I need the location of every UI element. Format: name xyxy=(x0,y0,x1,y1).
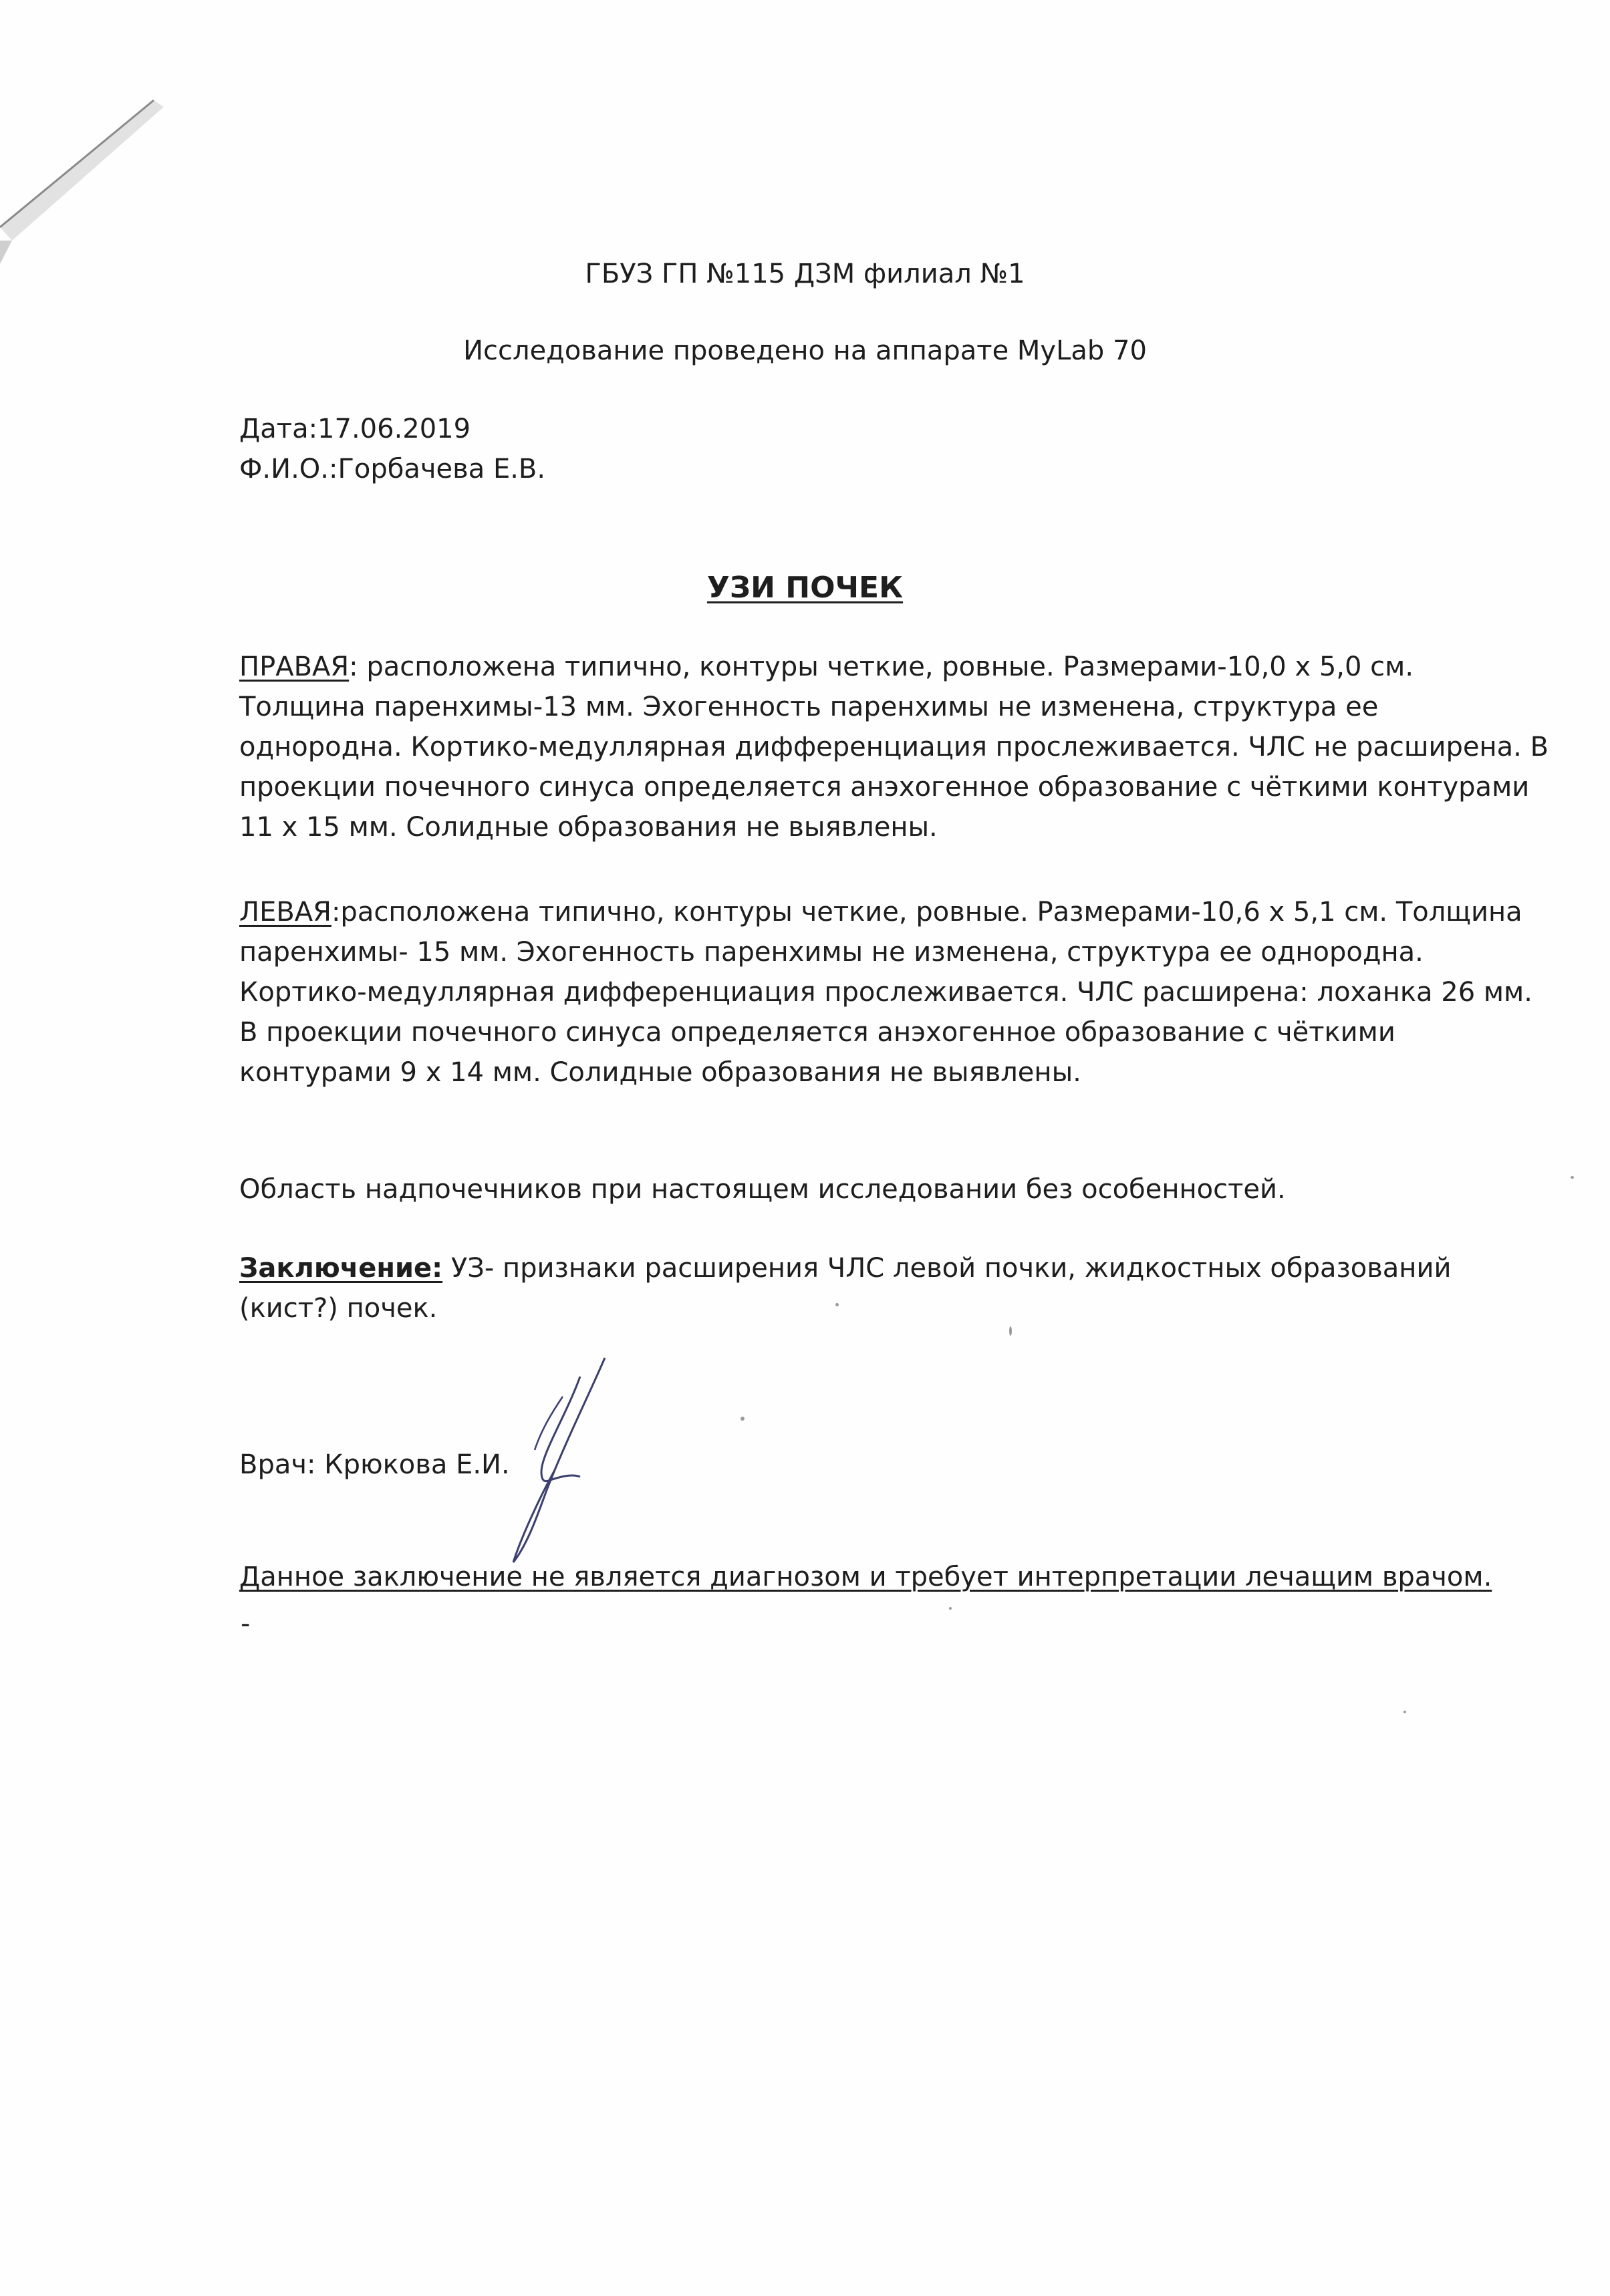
clinic-name: ГБУЗ ГП №115 ДЗМ филиал №1 xyxy=(585,259,1025,289)
left-kidney-label: ЛЕВАЯ xyxy=(239,897,331,927)
doctor-signature xyxy=(501,1350,622,1570)
left-kidney-line: паренхимы- 15 мм. Эхогенность паренхимы не изменена, структура ее однородна. xyxy=(239,937,1424,968)
conclusion-text: (кист?) почек. xyxy=(239,1293,438,1324)
left-kidney-section xyxy=(239,892,1532,1093)
scan-speck xyxy=(949,1607,952,1610)
right-kidney-line: однородна. Кортико-медуллярная дифференциация прослеживается. ЧЛС не расширена. В xyxy=(239,732,1549,762)
exam-date: Дата:17.06.2019 xyxy=(239,414,471,444)
left-kidney-line: :расположена типично, контуры четкие, ровные. Размерами-10,6 х 5,1 см. Толщина xyxy=(331,897,1522,927)
adrenal-note: Область надпочечников при настоящем исследовании без особенностей. xyxy=(239,1174,1286,1205)
trailing-dash: - xyxy=(241,1608,251,1639)
conclusion-section xyxy=(239,1248,1509,1328)
right-kidney-line: Толщина паренхимы-13 мм. Эхогенность паренхимы не изменена, структура ее xyxy=(239,692,1379,722)
left-kidney-line: Кортико-медуллярная дифференциация прослеживается. ЧЛС расширена: лоханка 26 мм. xyxy=(239,977,1532,1008)
folded-corner-shadow xyxy=(0,0,214,281)
left-kidney-line: контурами 9 х 14 мм. Солидные образования не выявлены. xyxy=(239,1057,1081,1088)
patient-name: Ф.И.О.:Горбачева Е.В. xyxy=(239,454,546,484)
right-kidney-section xyxy=(239,647,1549,847)
right-kidney-line: проекции почечного синуса определяется анэхогенное образование с чёткими контурами xyxy=(239,772,1530,803)
scan-speck xyxy=(1009,1326,1012,1336)
device-line: Исследование проведено на аппарате MyLab 70 xyxy=(463,335,1147,366)
scan-speck xyxy=(1403,1711,1406,1713)
report-title: УЗИ ПОЧЕК xyxy=(706,571,904,605)
scan-speck xyxy=(1571,1176,1574,1179)
right-kidney-label: ПРАВАЯ xyxy=(239,652,350,682)
scan-speck xyxy=(835,1303,839,1306)
conclusion-text: УЗ- признаки расширения ЧЛС левой почки, жидкостных образований xyxy=(442,1253,1452,1284)
right-kidney-line: 11 х 15 мм. Солидные образования не выявлены. xyxy=(239,812,938,843)
scan-speck xyxy=(741,1417,745,1421)
right-kidney-line: : расположена типично, контуры четкие, ровные. Размерами-10,0 х 5,0 см. xyxy=(349,652,1414,682)
disclaimer: Данное заключение не является диагнозом и требует интерпретации лечащим врачом. xyxy=(239,1562,1492,1592)
left-kidney-line: В проекции почечного синуса определяется анэхогенное образование с чёткими xyxy=(239,1017,1395,1048)
conclusion-label: Заключение: xyxy=(239,1253,443,1284)
doctor-name: Врач: Крюкова Е.И. xyxy=(239,1449,510,1480)
